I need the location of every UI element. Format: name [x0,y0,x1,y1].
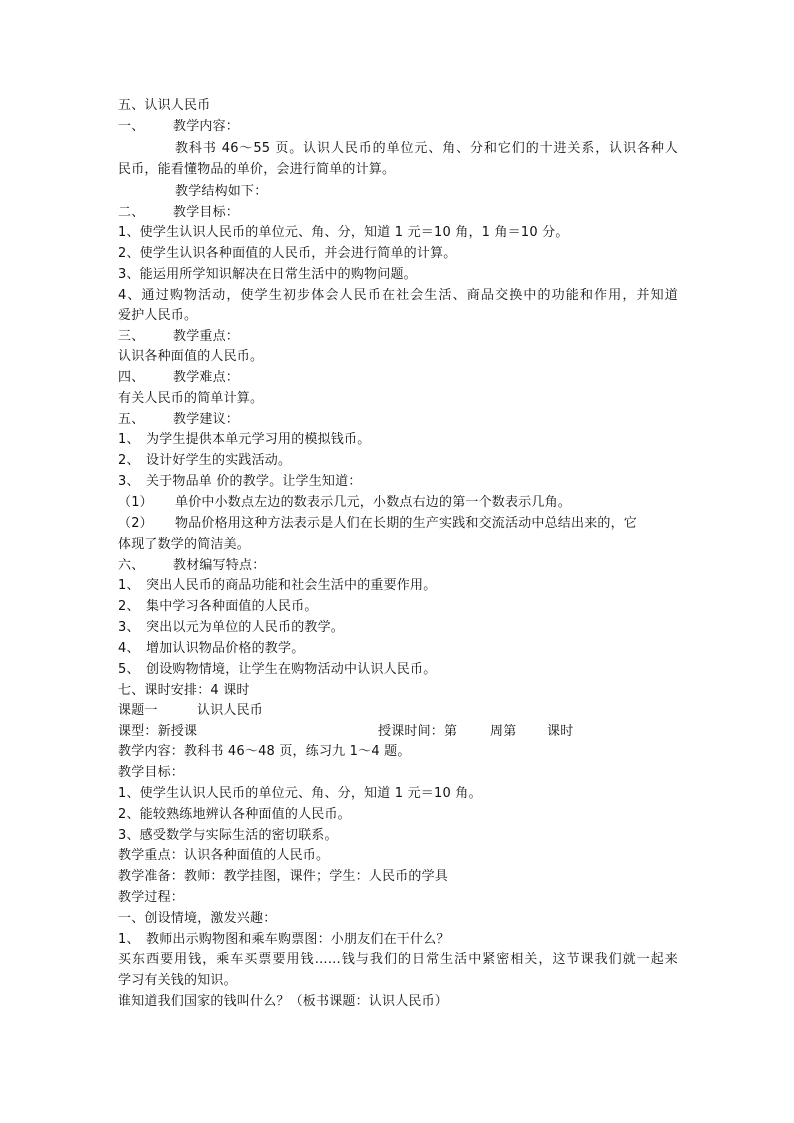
item-number: 2、 [118,599,140,614]
section-1-heading [118,117,678,137]
item-text: 教师出示购物图和乘车购票图：小朋友们在干什么？ [146,932,450,947]
item-number: 4、 [118,641,140,656]
item-text: 物品价格用这种方法表示是人们在长期的生产实践和交流活动中总结出来的，它 [175,516,638,531]
goal-item: 4、通过购物活动，使学生初步体会人民币在社会生活、商品交换中的功能和作用，并知道 [118,288,678,303]
step-1-title: 一、创设情境，激发兴趣： [118,911,277,926]
item-text: 关于物品单 价的教学。让学生知道： [146,474,362,489]
lesson-key-point: 教学重点：认识各种面值的人民币。 [118,848,330,863]
section-title: 教学重点： [173,329,240,344]
step-1-paragraph-line: 买东西要用钱，乘车买票要用钱……钱与我们的日常生活中紧密相关，这节课我们就一起来 [118,952,678,967]
feature-item [118,660,678,680]
lesson-label: 课题一 [118,703,158,718]
sub-suggestion-continued: 体现了数学的简洁美。 [118,537,251,552]
item-number: 1、 [118,932,140,947]
feature-item [118,597,678,617]
structure-line: 教学结构如下： [175,184,268,199]
feature-item [118,576,678,596]
lesson-goals-title: 教学目标： [118,765,185,780]
section-title: 教学目标： [173,205,240,220]
step-1-item [118,930,678,950]
process-title: 教学过程： [118,890,185,905]
section-number: 五、 [118,412,145,427]
section-4-heading [118,368,678,388]
section-number: 六、 [118,558,145,573]
sub-suggestion-item [118,514,678,534]
section-title: 教学建议： [173,412,240,427]
key-point-text: 认识各种面值的人民币。 [118,349,264,364]
section-3-heading [118,327,678,347]
section-number: 四、 [118,370,145,385]
section-2-heading [118,203,678,223]
lesson-goal-item: 2、能较熟练地辨认各种面值的人民币。 [118,807,351,822]
goal-item: 2、使学生认识各种面值的人民币，并会进行简单的计算。 [118,246,457,261]
item-number: （2） [118,516,153,531]
lesson-content: 教学内容：教科书 46～48 页，练习九 1～4 题。 [118,744,411,759]
section-title: 教学内容： [173,119,240,134]
item-number: 1、 [118,432,140,447]
item-number: 2、 [118,453,140,468]
document-title: 五、认识人民币 [118,98,211,113]
lesson-goal-item: 3、感受数学与实际生活的密切联系。 [118,828,338,843]
class-time-period: 课时 [547,724,574,739]
goal-item: 1、使学生认识人民币的单位元、角、分，知道 1 元＝10 角，1 角＝10 分。 [118,225,569,240]
suggestion-item [118,451,678,471]
item-text: 单价中小数点左边的数表示几元，小数点右边的第一个数表示几角。 [175,495,572,510]
item-text: 集中学习各种面值的人民币。 [146,599,318,614]
section-number: 二、 [118,205,145,220]
feature-item [118,639,678,659]
class-time-week: 周第 [490,724,517,739]
section-number: 三、 [118,329,145,344]
content-paragraph-line: 民币，能看懂物品的单价，会进行简单的计算。 [118,162,396,177]
section-title: 教学难点： [173,370,240,385]
item-number: （1） [118,495,153,510]
lesson-goal-item: 1、使学生认识人民币的单位元、角、分，知道 1 元＝10 角。 [118,786,482,801]
lesson-preparation: 教学准备：教师：教学挂图，课件；学生：人民币的学具 [118,869,449,884]
content-paragraph-line: 教科书 46～55 页。认识人民币的单位元、角、分和它们的十进关系，认识各种人 [175,141,678,156]
step-1-paragraph-line: 学习有关钱的知识。 [118,973,237,988]
item-number: 5、 [118,662,140,677]
suggestion-item [118,430,678,450]
item-text: 突出人民币的商品功能和社会生活中的重要作用。 [146,578,437,593]
item-text: 设计好学生的实践活动。 [146,453,292,468]
lesson-heading [118,701,678,721]
item-text: 增加认识物品价格的教学。 [146,641,305,656]
lesson-title: 认识人民币 [197,703,264,718]
item-text: 为学生提供本单元学习用的模拟钱币。 [146,432,371,447]
class-info-line [118,722,678,742]
item-text: 突出以元为单位的人民币的教学。 [146,620,345,635]
goal-item: 3、能运用所学知识解决在日常生活中的购物问题。 [118,267,417,282]
class-type: 课型：新授课 [118,724,198,739]
sub-suggestion-item [118,493,678,513]
item-number: 3、 [118,620,140,635]
section-number: 一、 [118,119,145,134]
section-title: 教材编写特点： [173,558,266,573]
section-5-heading [118,410,678,430]
feature-item [118,618,678,638]
step-1-question: 谁知道我们国家的钱叫什么？（板书课题：认识人民币） [118,994,449,1009]
item-text: 创设购物情境，让学生在购物活动中认识人民币。 [146,662,437,677]
item-number: 3、 [118,474,140,489]
difficulty-text: 有关人民币的简单计算。 [118,391,264,406]
suggestion-item [118,472,678,492]
class-time-label: 授课时间：第 [378,724,458,739]
section-6-heading [118,556,678,576]
item-number: 1、 [118,578,140,593]
section-7-heading: 七、课时安排：4 课时 [118,683,250,698]
goal-item-continued: 爱护人民币。 [118,308,198,323]
